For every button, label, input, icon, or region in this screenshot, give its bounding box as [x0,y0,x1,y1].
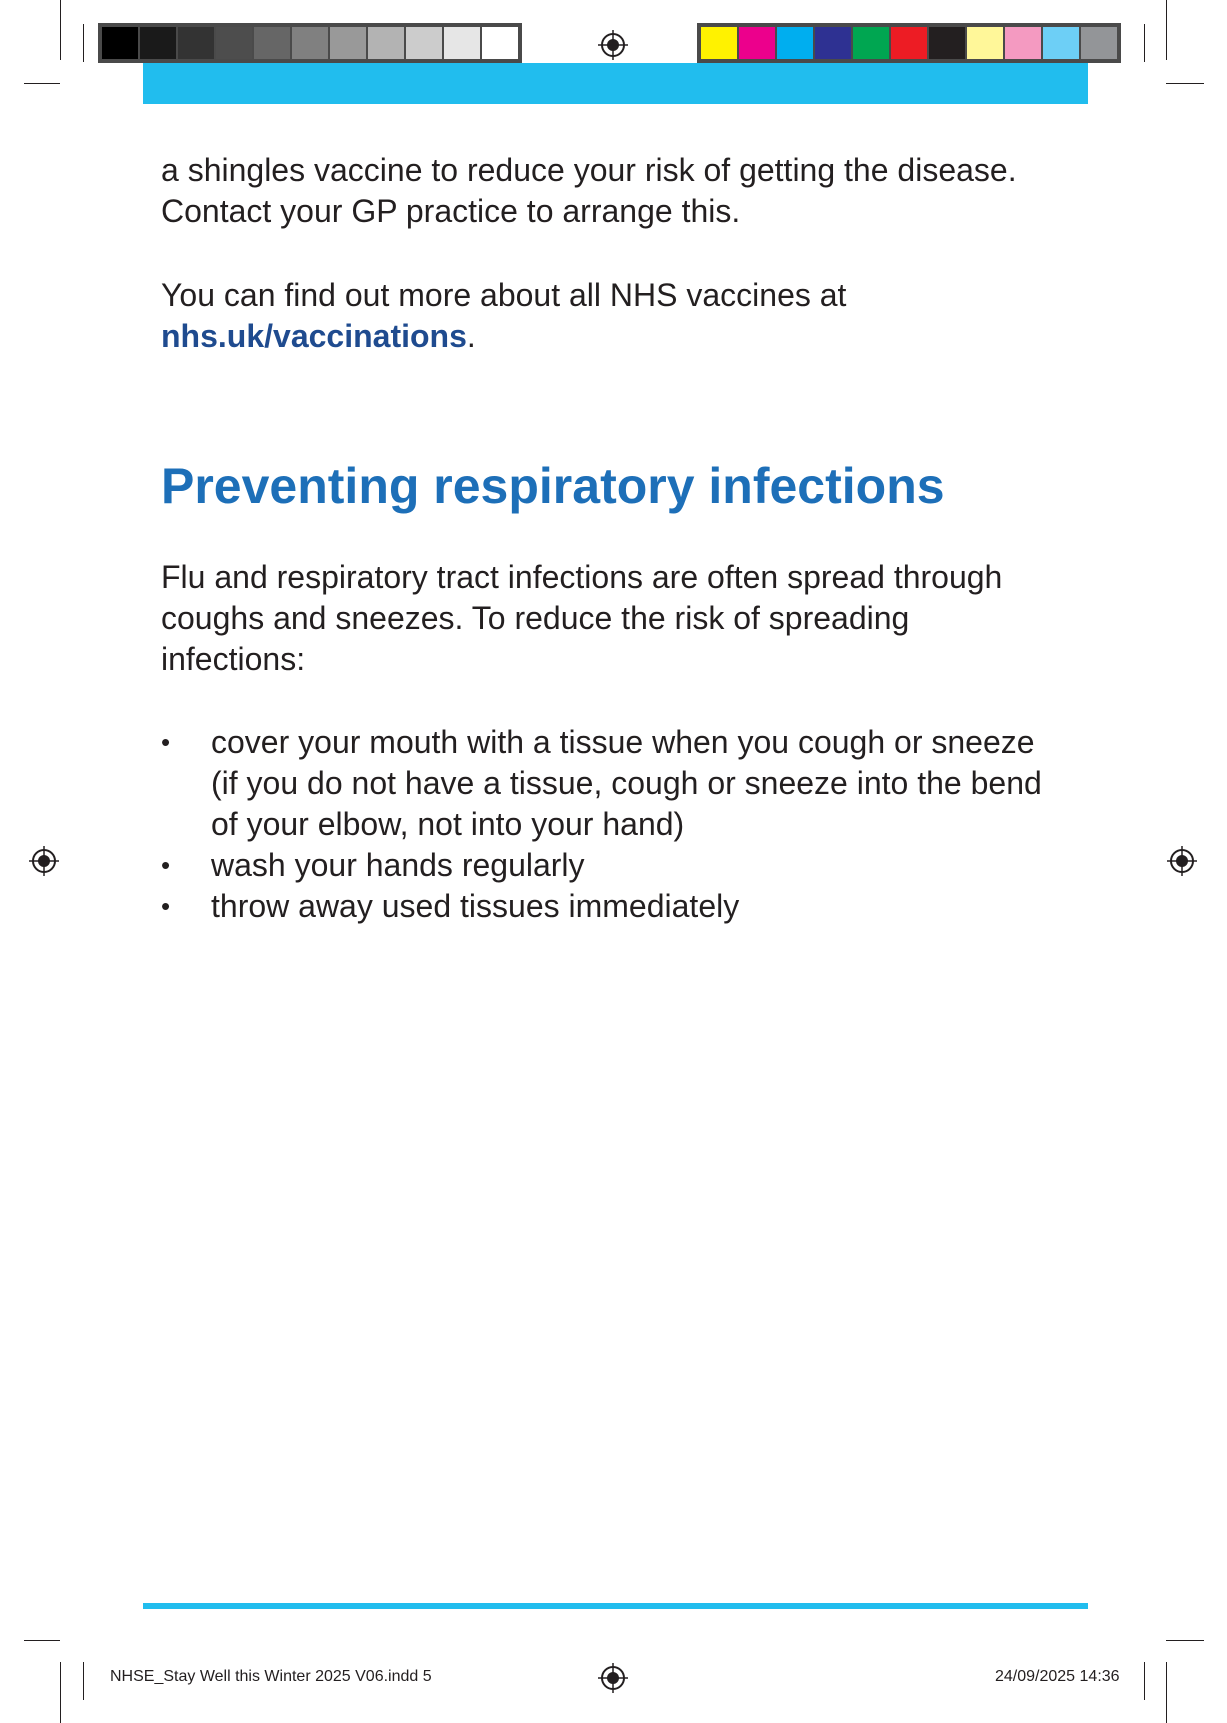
registration-mark-icon [1167,846,1197,876]
section-heading: Preventing respiratory infections [161,458,945,514]
paragraph [161,275,1061,357]
slug-filename: NHSE_Stay Well this Winter 2025 V06.indd 5 [110,1668,432,1685]
bullet-list [161,722,1061,927]
registration-mark-icon [598,1663,628,1693]
list-item-text: throw away used tissues immediately [211,888,740,924]
color-swatch [777,27,813,59]
crop-mark [1144,1662,1145,1700]
color-swatch [1043,27,1079,59]
crop-mark [1166,83,1204,84]
crop-mark [83,24,84,62]
color-swatch [701,27,737,59]
process-color-bar [697,23,1121,63]
registration-mark-icon [29,846,59,876]
color-swatch [853,27,889,59]
bullet-icon: • [161,727,171,757]
crop-mark [83,1662,84,1700]
color-swatch [967,27,1003,59]
bullet-icon: • [161,850,171,880]
color-swatch [891,27,927,59]
paragraph-text: You can find out more about all NHS vaccines at [161,277,847,313]
paragraph-end: . [466,318,476,354]
color-swatch [216,27,252,59]
crop-mark [24,83,60,84]
crop-mark [24,1640,60,1641]
color-swatch [444,27,480,59]
color-swatch [482,27,518,59]
color-swatch [929,27,965,59]
page-content [161,150,1061,927]
crop-mark [60,0,61,60]
color-swatch [815,27,851,59]
color-swatch [254,27,290,59]
color-swatch [292,27,328,59]
vaccinations-link[interactable]: nhs.uk/vaccinations [161,318,467,354]
color-swatch [739,27,775,59]
paragraph: Flu and respiratory tract infections are often spread through coughs and sneezes. To reduce the risk of spreading infections: [161,559,1003,677]
footer-rule [143,1603,1088,1609]
color-swatch [140,27,176,59]
color-swatch [330,27,366,59]
color-swatch [178,27,214,59]
list-item [161,722,1061,845]
list-item-text: wash your hands regularly [211,847,585,883]
color-swatch [368,27,404,59]
color-swatch [1081,27,1117,59]
crop-mark [1166,1662,1167,1723]
crop-mark [1166,0,1167,60]
paragraph: a shingles vaccine to reduce your risk of getting the disease. Contact your GP practice to arrange this. [161,152,1017,229]
registration-mark-icon [598,30,628,60]
crop-mark [1166,1640,1204,1641]
list-item-text: cover your mouth with a tissue when you cough or sneeze (if you do not have a tissue, cough or sneeze into the bend of your elbow, not into your hand) [211,724,1042,842]
color-swatch [102,27,138,59]
color-swatch [406,27,442,59]
crop-mark [60,1662,61,1723]
list-item [161,886,1061,927]
crop-mark [1144,24,1145,62]
header-band [143,63,1088,104]
color-swatch [1005,27,1041,59]
slug-date: 24/09/2025 14:36 [995,1668,1120,1685]
list-item [161,845,1061,886]
grayscale-color-bar [98,23,522,63]
bullet-icon: • [161,891,171,921]
